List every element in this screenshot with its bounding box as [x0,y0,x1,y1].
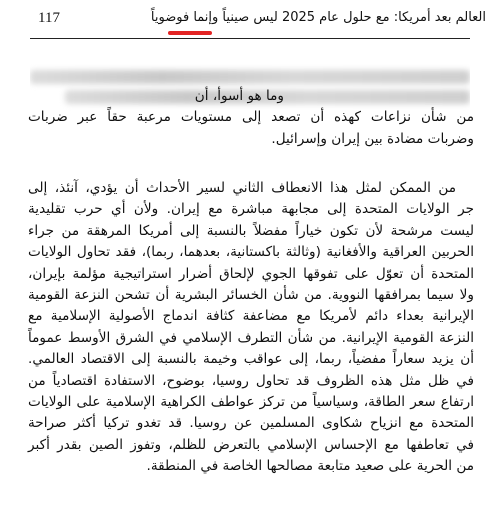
text-line: المتحدة أن تعوّل على تفوقها الجوي لإلحاق أضرار استراتيجية مؤلمة بإيران، [28,265,474,282]
text-line: المتحدة مع انزياح شكاوى المسلمين عن روسيا. قد تغدو تركيا أكثر صراحة [28,415,474,432]
text-line: ليست مرشحة لأن تكون خياراً مفضلاً بالنسبة إلى أمريكا المرهقة من جراء [28,222,474,239]
paragraph-1 [28,86,474,150]
page-header [0,0,500,40]
red-underline-mark [168,31,212,35]
text-line: الحربين العراقية والأفغانية (وثالثة باكستانية، بعدهما، ربما)، فقد تحاول الولايات [28,244,474,261]
text-line: جر الولايات المتحدة إلى مجابهة مباشرة مع إيران. ولأن أي حرب تقليدية [28,201,474,218]
text-line: من الممكن لمثل هذا الانعطاف الثاني لسير الأحداث أن يؤدي، آنئذ، إلى [28,180,456,196]
blurred-line [30,70,470,84]
paragraph-2 [28,178,474,478]
text-line: وما هو أسوأ، أن [194,88,284,104]
text-line: وضربات مضادة بين إيران وإسرائيل. [271,130,474,147]
text-line: النزعة القومية الإيرانية. من شأن التطرف الإسلامي في الشرق الأوسط عموماً [28,329,474,346]
text-line: من الحرية على صعيد متابعة مصالحها الخاصة في المنطقة. [146,458,474,475]
header-divider [30,38,470,39]
running-title: العالم بعد أمريكا: مع حلول عام 2025 ليس صينياً وإنما فوضوياً [150,10,486,25]
text-line: من شأن نزاعات كهذه أن تصعد إلى مستويات مرعبة حقاً عبر ضربات [28,109,474,126]
text-line: ولا سيما بمرافقها النووية. من شأن الخسائر البشرية أن تشحن النزعة القومية [28,287,474,304]
text-line: في ظل مثل هذه الظروف قد تحاول روسيا، بوضوح، الاستفادة اقتصادياً من [28,372,474,389]
text-line: في تعاطفها مع الإحساس الإسلامي بالتعرض للظلم، وتفوز الصين بقدر أكبر [28,436,474,453]
text-line: أن يزيد سعاراً مفضياً، ربما، إلى عواقب وخيمة بالنسبة إلى الاقتصاد العالمي. [28,351,474,368]
text-line: الإيرانية بعداء دائم لأمريكا مع مضاعفة كثافة اندماج الأصولية الإسلامية مع [28,308,474,325]
page-number: 117 [38,10,60,26]
text-line: ارتفاع سعر الطاقة، وسياسياً من تركز عواطف الكراهية الإسلامية على الولايات [28,394,474,411]
